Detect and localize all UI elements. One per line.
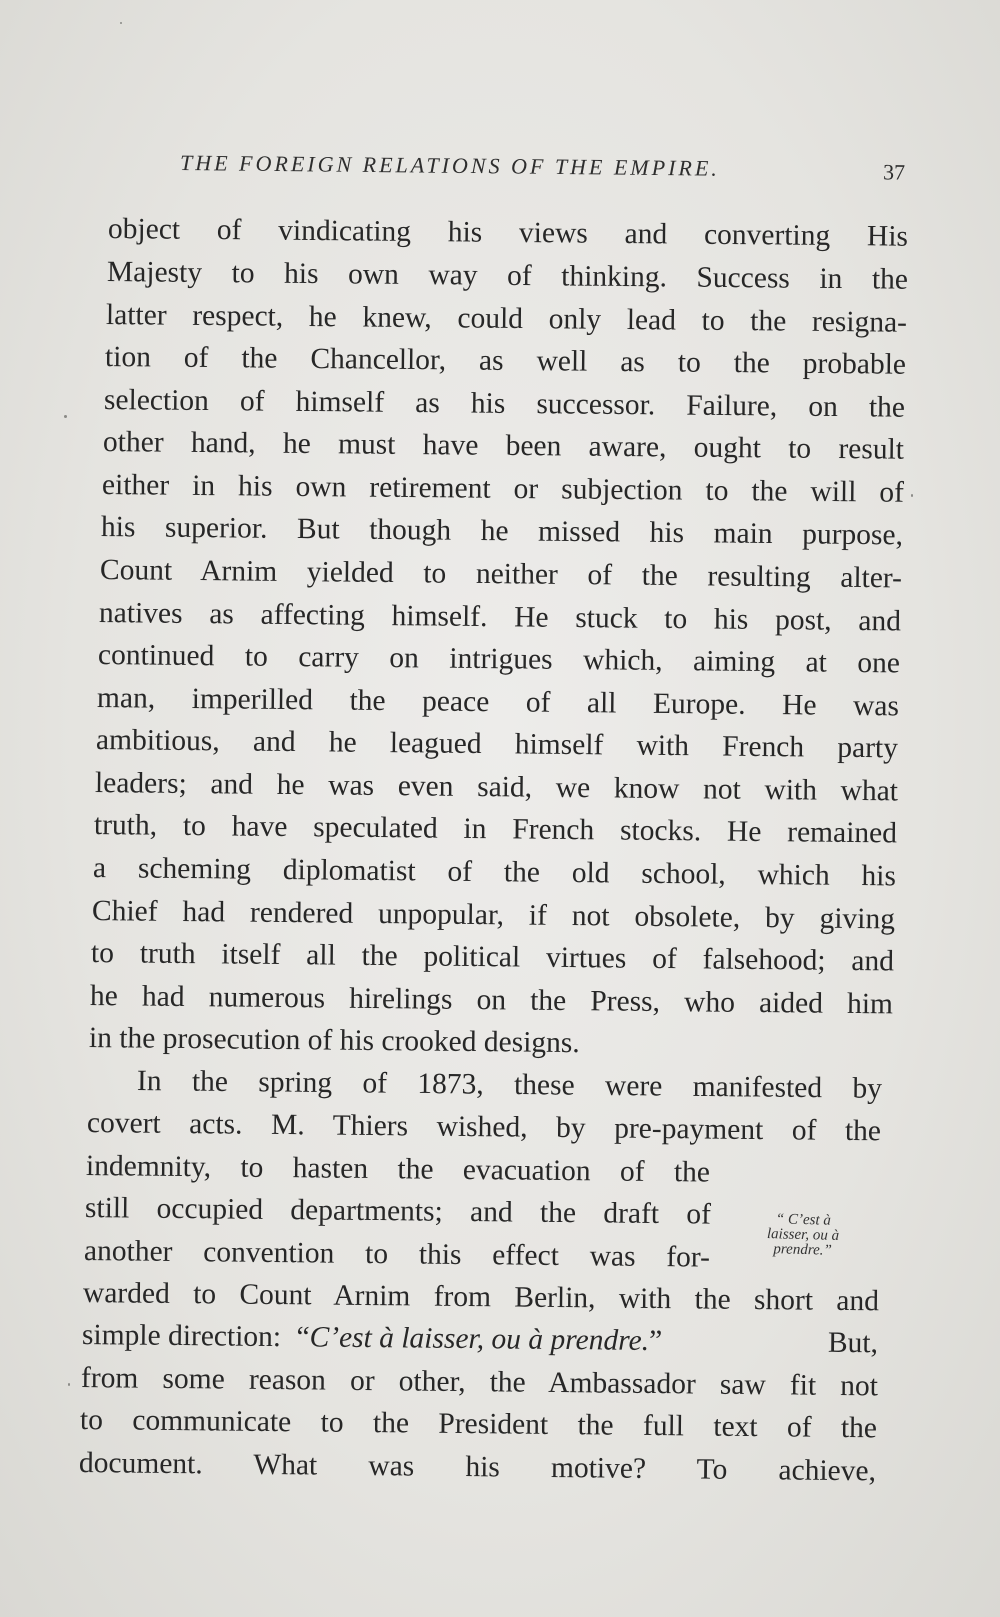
text-line: covert acts. M. Thiers wished, by pre-payment of the — [86, 1107, 882, 1148]
text-line: indemnity, to hasten the evacuation of the — [85, 1150, 711, 1189]
quote-close: ” — [648, 1324, 663, 1358]
text-line: Majesty to his own way of thinking. Success in the — [106, 256, 909, 296]
paper-speck — [68, 1383, 70, 1386]
marginal-sidenote — [737, 1211, 868, 1259]
text-line: to truth itself all the political virtues of falsehood; and — [90, 937, 895, 978]
text-line: another convention to this effect was for- — [83, 1235, 711, 1274]
text-segment: But, — [827, 1326, 879, 1360]
quote-text: C’est à laisser, ou à prendre. — [309, 1321, 650, 1357]
text-line: still occupied departments; and the draft of — [84, 1192, 712, 1231]
text-line: natives as affecting himself. He stuck to his post, and — [98, 597, 902, 638]
text-line: other hand, he must have been aware, ought to result — [102, 426, 905, 466]
text-line: from some reason or other, the Ambassador saw fit not — [80, 1362, 879, 1403]
text-line-with-quote — [82, 1318, 878, 1362]
quote-open: “ — [296, 1321, 310, 1354]
sidenote-line: “ C’est à — [775, 1211, 832, 1229]
paper-speck — [120, 22, 122, 24]
text-line: either in his own retirement or subjection to the will of — [101, 469, 905, 509]
text-line: In the spring of 1873, these were manifested by — [136, 1065, 883, 1105]
text-line: man, imperilled the peace of all Europe. He was — [96, 682, 900, 723]
text-line: in the prosecution of his crooked designs. — [88, 1022, 580, 1060]
running-title: THE FOREIGN RELATIONS OF THE EMPIRE. — [179, 150, 720, 181]
text-line: his superior. But though he missed his main purpose, — [100, 511, 904, 552]
text-line: truth, to have speculated in French stocks. He remained — [93, 809, 898, 850]
text-line: Chief had rendered unpopular, if not obsolete, by giving — [91, 895, 896, 936]
text-line: he had numerous hirelings on the Press, who aided him — [89, 980, 894, 1021]
text-line: object of vindicating his views and converting His — [107, 213, 909, 253]
text-line: selection of himself as his successor. Failure, on the — [103, 384, 906, 424]
paper-speck — [911, 494, 913, 497]
page-number: 37 — [882, 159, 906, 185]
text-line: tion of the Chancellor, as well as to the probable — [104, 341, 907, 381]
sidenote-line: prendre.” — [773, 1241, 833, 1259]
sidenote-line: laisser, ou à — [766, 1226, 840, 1244]
text-line: latter respect, he knew, could only lead to the resigna- — [105, 299, 908, 339]
paper-speck — [64, 415, 67, 418]
text-line: warded to Count Arnim from Berlin, with the short and — [82, 1277, 880, 1318]
text-line: a scheming diplomatist of the old school, which his — [92, 852, 897, 893]
text-line: Count Arnim yielded to neither of the resulting alter- — [99, 554, 903, 595]
text-segment: simple direction: — [81, 1319, 282, 1354]
text-line: to communicate to the President the full text of the — [79, 1404, 878, 1445]
text-line: ambitious, and he leagued himself with French party — [95, 724, 899, 765]
text-line: continued to carry on intrigues which, aiming at one — [97, 639, 901, 680]
text-line: leaders; and he was even said, we know not with what — [94, 767, 899, 808]
text-line: document. What was his motive? To achieve, — [78, 1447, 877, 1488]
